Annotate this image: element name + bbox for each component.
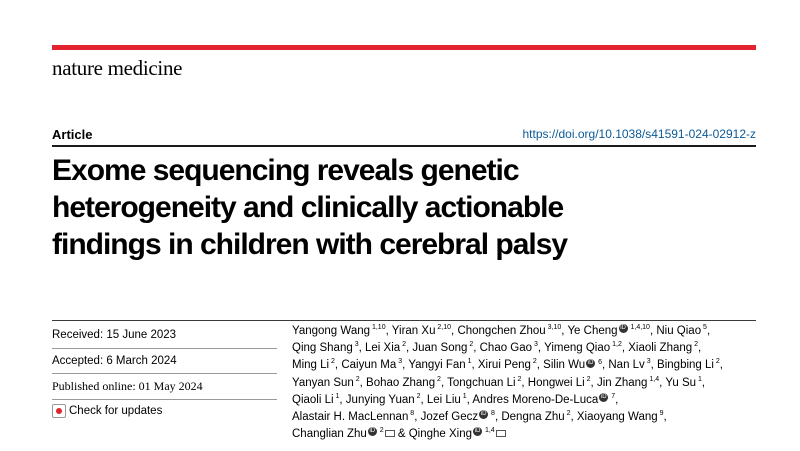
author-name[interactable]: Ming Li <box>292 359 330 372</box>
author-line: Qiaoli Li $^1$, Junying Yuan $^2$, Lei Liu $^1$, Andres Moreno-De-Luca $^{iD 7}$, <box>292 392 619 406</box>
article-type-label: Article <box>52 127 93 142</box>
author-affiliation: 1,10 <box>370 324 386 332</box>
author-line: Qing Shang $^3$, Lei Xia $^2$, Juan Song $^2$, Chao Gao $^3$, Yimeng Qiao $^{1,2}$, Xiaoli Zhang $^2$, <box>292 341 702 355</box>
author-name[interactable]: Nan Lv <box>608 359 645 372</box>
author-name[interactable]: Qiaoli Li <box>292 393 334 406</box>
author-name[interactable]: Alastair H. MacLennan <box>292 411 409 424</box>
publication-dates <box>52 323 277 422</box>
author-name[interactable]: Xiaoli Zhang <box>628 342 693 355</box>
author-name[interactable]: Dengna Zhu <box>501 411 565 424</box>
author-name[interactable]: Niu Qiao <box>656 325 702 337</box>
author-affiliation: 2,10 <box>435 324 452 332</box>
author-affiliation: 2 <box>414 392 421 400</box>
author-affiliation: iD 1,4,10 <box>620 324 650 332</box>
author-affiliation: 1 <box>696 375 702 383</box>
author-affiliation: 2 <box>467 341 474 349</box>
author-list <box>292 323 762 443</box>
orcid-icon[interactable]: iD <box>369 428 376 435</box>
author-line: Alastair H. MacLennan $^8$, Jozef Gecz $^{iD 8}$, Dengna Zhu $^2$, Xiaoyang Wang $^9$, <box>292 410 667 424</box>
author-name[interactable]: Changlian Zhu <box>292 428 367 441</box>
author-name[interactable]: Jozef Gecz <box>420 411 479 424</box>
doi-link[interactable]: https://doi.org/10.1038/s41591-024-02912-z <box>522 127 756 141</box>
author-name[interactable]: Jin Zhang <box>596 376 648 389</box>
author-affiliation: 1 <box>465 358 472 366</box>
author-name[interactable]: Ye Cheng <box>567 325 618 337</box>
orcid-icon[interactable]: iD <box>600 393 607 400</box>
author-affiliation: 2 <box>329 358 335 366</box>
author-name[interactable]: Juan Song <box>412 342 468 355</box>
article-title <box>52 152 752 263</box>
author-name[interactable]: Xiaoyang Wang <box>576 411 658 424</box>
author-affiliation: iD 2 <box>369 427 384 435</box>
author-line: Yanyan Sun $^2$, Bohao Zhang $^2$, Tongchuan Li $^2$, Hongwei Li $^2$, Jin Zhang $^{1,4}$, Yu Su $^1$, <box>292 375 706 389</box>
author-affiliation: 1,2 <box>610 341 622 349</box>
metadata-divider <box>52 320 756 321</box>
author-name[interactable]: Bingbing Li <box>657 359 714 372</box>
email-icon[interactable] <box>496 430 506 437</box>
author-affiliation: 2 <box>353 375 360 383</box>
journal-accent-bar <box>52 45 756 50</box>
author-name[interactable]: Yangong Wang <box>292 325 371 337</box>
author-affiliation: 1 <box>460 392 467 400</box>
orcid-icon[interactable]: iD <box>480 411 487 418</box>
author-affiliation: 3 <box>352 341 359 349</box>
author-name[interactable]: Bohao Zhang <box>366 376 436 389</box>
author-affiliation: 2 <box>713 358 720 366</box>
author-name[interactable]: Hongwei Li <box>527 376 585 389</box>
author-affiliation: iD 7 <box>600 392 616 400</box>
author-name[interactable]: Chao Gao <box>479 342 533 355</box>
title-line: Exome sequencing reveals genetic <box>52 154 519 187</box>
author-affiliation: 2 <box>564 410 571 418</box>
author-name[interactable]: Yu Su <box>665 376 697 389</box>
author-affiliation: 2 <box>530 358 537 366</box>
author-line: Changlian Zhu $^{iD 2}$ & Qinghe Xing $^{iD 1,4}$ <box>292 426 762 443</box>
author-affiliation: 3 <box>532 341 538 349</box>
check-updates-label: Check for updates <box>69 404 163 417</box>
author-name[interactable]: Chongchen Zhou <box>457 325 546 337</box>
author-affiliation: 8 <box>408 410 415 418</box>
author-name[interactable]: Junying Yuan <box>345 393 415 406</box>
received-date: Received: 15 June 2023 <box>52 329 177 341</box>
title-line: findings in children with cerebral palsy <box>52 228 568 261</box>
author-affiliation: 1,4 <box>647 375 660 383</box>
author-affiliation: 3 <box>396 358 403 366</box>
author-affiliation: 5 <box>701 324 707 332</box>
orcid-icon[interactable]: iD <box>587 359 594 366</box>
author-affiliation: iD 1,4 <box>474 427 495 435</box>
author-affiliation: 3,10 <box>545 324 562 332</box>
author-affiliation: 3 <box>644 358 651 366</box>
author-name[interactable]: Caiyun Ma <box>341 359 397 372</box>
title-line: heterogeneity and clinically actionable <box>52 191 564 224</box>
email-icon[interactable] <box>385 430 395 437</box>
journal-name[interactable]: nature medicine <box>52 56 183 80</box>
author-name[interactable]: Qinghe Xing <box>408 428 473 441</box>
author-name[interactable]: Yanyan Sun <box>292 376 354 389</box>
author-name[interactable]: Silin Wu <box>543 359 586 372</box>
author-affiliation: 2 <box>400 341 406 349</box>
author-affiliation: iD 6 <box>587 358 602 366</box>
author-affiliation: 1 <box>333 392 340 400</box>
author-name[interactable]: Tongchuan Li <box>447 376 516 389</box>
header-divider <box>52 145 756 147</box>
check-for-updates-button[interactable] <box>52 400 277 422</box>
author-affiliation: 2 <box>692 341 699 349</box>
author-line: Yangong Wang $^{1,10}$, Yiran Xu $^{2,10}$, Chongchen Zhou $^{3,10}$, Ye Cheng $^{iD 1,4,10}$, Niu Qiao $^5$, <box>292 324 711 337</box>
orcid-icon[interactable]: iD <box>620 325 626 332</box>
published-date: Published online: 01 May 2024 <box>52 379 203 393</box>
author-affiliation: 2 <box>584 375 591 383</box>
author-name[interactable]: Yangyi Fan <box>408 359 466 372</box>
check-updates-icon <box>52 404 66 418</box>
author-name[interactable]: Xirui Peng <box>477 359 531 372</box>
author-line: Ming Li $^2$, Caiyun Ma $^3$, Yangyi Fan $^1$, Xirui Peng $^2$, Silin Wu $^{iD 6}$, Nan Lv $^3$, Bingbing Li $^2$, <box>292 358 723 372</box>
author-name[interactable]: Andres Moreno-De-Luca <box>472 393 599 406</box>
author-name[interactable]: Yimeng Qiao <box>544 342 611 355</box>
author-name[interactable]: Lei Xia <box>364 342 401 355</box>
author-name[interactable]: Qing Shang <box>292 342 353 355</box>
author-affiliation: 2 <box>435 375 441 383</box>
orcid-icon[interactable]: iD <box>474 428 481 435</box>
author-name[interactable]: Lei Liu <box>426 393 461 406</box>
author-name[interactable]: Yiran Xu <box>391 325 436 337</box>
accepted-date: Accepted: 6 March 2024 <box>52 354 177 367</box>
author-affiliation: 2 <box>515 375 522 383</box>
author-affiliation: iD 8 <box>480 410 495 418</box>
author-affiliation: 9 <box>657 410 664 418</box>
